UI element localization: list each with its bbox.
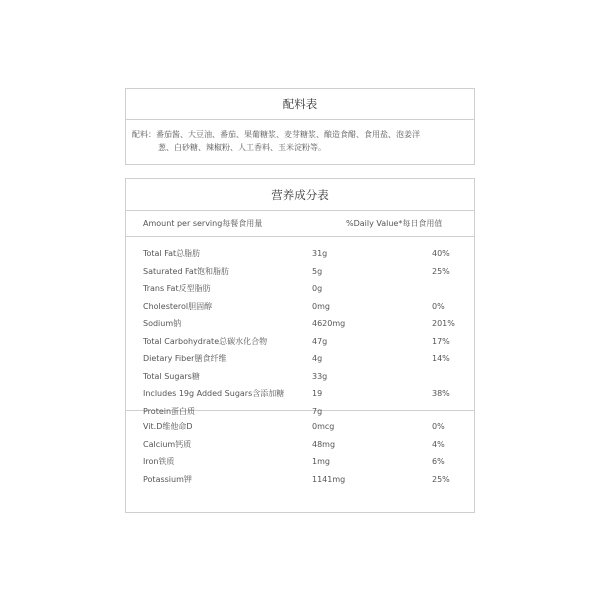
nutrient-row [126, 385, 474, 403]
nutrient-row [126, 280, 474, 298]
nutrient-name: Potassium钾 [143, 474, 192, 484]
nutrient-daily-value: 25% [432, 266, 450, 276]
nutrient-daily-value: 6% [432, 457, 445, 466]
nutrient-amount: 0g [312, 284, 323, 293]
daily-value-header: %Daily Value*每日食用值 [346, 219, 443, 228]
nutrient-daily-value: 25% [432, 474, 450, 484]
nutrient-daily-value: 201% [432, 319, 455, 328]
nutrient-name: Vit.D维他命D [143, 422, 193, 431]
nutrient-daily-value: 17% [432, 336, 450, 346]
nutrient-name: Protein蛋白质 [143, 406, 196, 416]
mineral-row [126, 436, 474, 454]
nutrient-amount: 7g [312, 406, 323, 416]
nutrient-name: Sodium钠 [143, 319, 182, 328]
nutrient-amount: 47g [312, 336, 328, 346]
amount-per-serving-header: Amount per serving每餐食用量 [143, 219, 263, 228]
ingredients-panel [125, 88, 475, 165]
nutrient-amount: 1141mg [312, 474, 346, 484]
nutrient-name: Cholesterol胆固醇 [143, 301, 213, 311]
nutrient-group-minerals [126, 411, 474, 488]
nutrient-name: Includes 19g Added Sugars含添加糖 [143, 389, 285, 398]
nutrition-facts-panel [125, 178, 475, 513]
nutrient-amount: 33g [312, 371, 328, 381]
nutrient-row [126, 350, 474, 368]
nutrient-name: Total Carbohydrate总碳水化合物 [143, 336, 268, 346]
ingredients-line-1: 配料：番茄酱、大豆油、番茄、果葡糖浆、麦芽糖浆、酿造食醋、食用盐、泡姜洋 [132, 130, 420, 139]
ingredients-text [126, 120, 474, 154]
nutrition-header-row [126, 211, 474, 237]
nutrient-amount: 5g [312, 266, 323, 276]
nutrient-daily-value: 0% [432, 422, 445, 431]
nutrient-name: Calcium钙质 [143, 439, 192, 449]
nutrient-amount: 1mg [312, 457, 330, 466]
nutrient-daily-value: 0% [432, 301, 445, 311]
mineral-row [126, 471, 474, 489]
nutrient-amount: 0mg [312, 301, 330, 311]
nutrient-name: Total Sugars糖 [143, 371, 200, 381]
nutrient-name: Total Fat总脂肪 [143, 249, 201, 258]
nutrient-row [126, 263, 474, 281]
nutrient-row [126, 333, 474, 351]
mineral-row [126, 418, 474, 436]
nutrient-amount: 31g [312, 249, 328, 258]
nutrient-row [126, 315, 474, 333]
nutrient-daily-value: 4% [432, 439, 445, 449]
nutrient-group-main [126, 237, 474, 416]
nutrient-row [126, 298, 474, 316]
nutrient-amount: 4g [312, 354, 323, 363]
nutrient-row [126, 368, 474, 386]
nutrient-amount: 19 [312, 389, 323, 398]
nutrient-name: Dietary Fiber膳食纤维 [143, 354, 227, 363]
nutrient-amount: 4620mg [312, 319, 346, 328]
nutrient-name: Iron铁质 [143, 457, 175, 466]
nutrient-daily-value: 40% [432, 249, 450, 258]
nutrient-daily-value: 38% [432, 389, 450, 398]
nutrient-row [126, 245, 474, 263]
nutrient-name: Trans Fat反型脂肪 [143, 284, 211, 293]
ingredients-title: 配料表 [126, 89, 474, 120]
mineral-row [126, 453, 474, 471]
nutrient-amount: 48mg [312, 439, 336, 449]
nutrient-daily-value: 14% [432, 354, 450, 363]
nutrient-amount: 0mcg [312, 422, 335, 431]
ingredients-line-2: 葱、白砂糖、辣椒粉、人工香料、玉米淀粉等。 [158, 143, 326, 152]
nutrition-title: 营养成分表 [126, 179, 474, 211]
nutrient-name: Saturated Fat饱和脂肪 [143, 266, 229, 276]
